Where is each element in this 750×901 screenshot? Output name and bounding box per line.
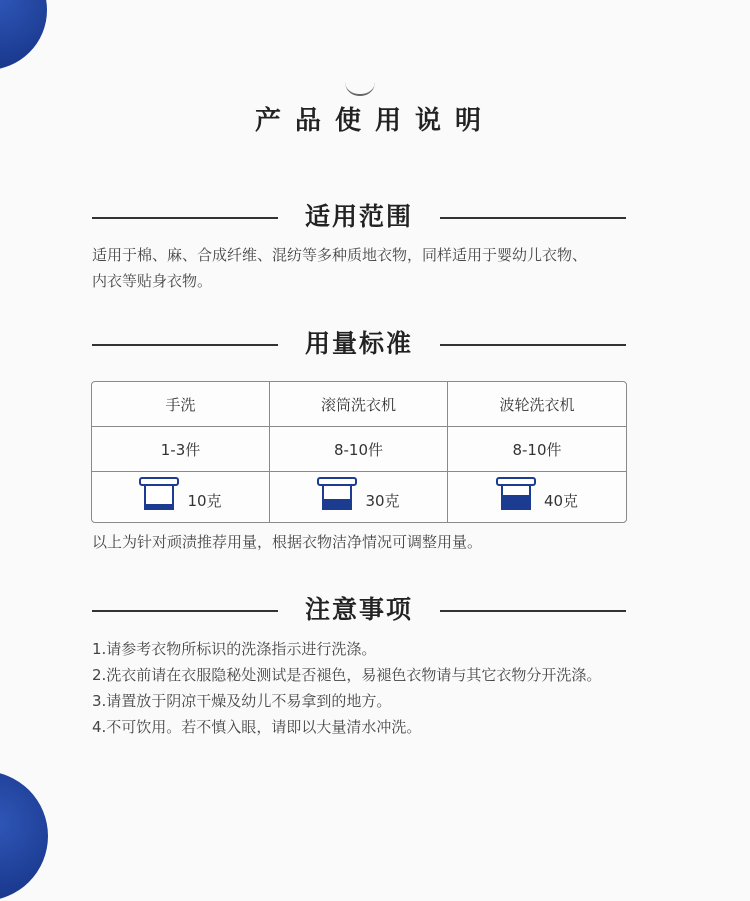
decorative-circle-top-left [0,0,47,70]
table-header-cell: 手洗 [92,382,270,426]
list-item: 4.不可饮用。若不慎入眼，请即以大量清水冲洗。 [92,718,422,736]
divider-right [440,610,626,612]
table-header-cell: 波轮洗衣机 [499,395,575,414]
page-title: 产品使用说明 [254,106,495,136]
divider-right [440,217,626,219]
table-header-row [92,382,626,427]
decorative-circle-bottom-left [0,771,48,901]
notes-section-header [92,590,626,630]
table-cell-amount [448,472,626,522]
amount-value: 40克 [543,492,579,510]
amount-value: 10克 [187,492,222,510]
table-cell-amount [92,472,270,522]
table-cell-pieces: 1-3件 [92,427,270,471]
list-item: 3.请置放于阴凉干燥及幼儿不易拿到的地方。 [92,692,392,710]
measuring-cup-icon [496,477,538,511]
dosage-table [91,381,627,523]
table-row-amount [92,472,626,522]
notes-list [92,636,672,740]
scope-section-header [92,197,626,237]
scope-text-line: 内衣等贴身衣物。 [92,272,213,290]
list-item: 1.请参考衣物所标识的洗涤指示进行洗涤。 [92,640,377,658]
measuring-cup-icon [317,477,359,511]
table-cell-amount [270,472,448,522]
amount-value: 30克 [365,492,400,510]
scope-heading: 适用范围 [304,202,413,231]
dosage-note: 以上为针对顽渍推荐用量，根据衣物洁净情况可调整用量。 [92,533,483,551]
divider-right [440,344,626,346]
decorative-arc [345,82,375,96]
measuring-cup-icon [139,477,181,511]
notes-heading: 注意事项 [304,595,413,624]
table-header-cell: 滚筒洗衣机 [270,382,448,426]
table-cell-pieces: 8-10件 [270,427,448,471]
table-row-pieces [92,427,626,472]
dosage-section-header [92,324,626,364]
dosage-heading: 用量标准 [304,329,413,358]
scope-text-line: 适用于棉、麻、合成纤维、混纺等多种质地衣物，同样适用于婴幼儿衣物、 [92,246,588,264]
scope-text [92,242,652,294]
table-cell-pieces: 8-10件 [512,440,562,459]
list-item: 2.洗衣前请在衣服隐秘处测试是否褪色，易褪色衣物请与其它衣物分开洗涤。 [92,666,602,684]
